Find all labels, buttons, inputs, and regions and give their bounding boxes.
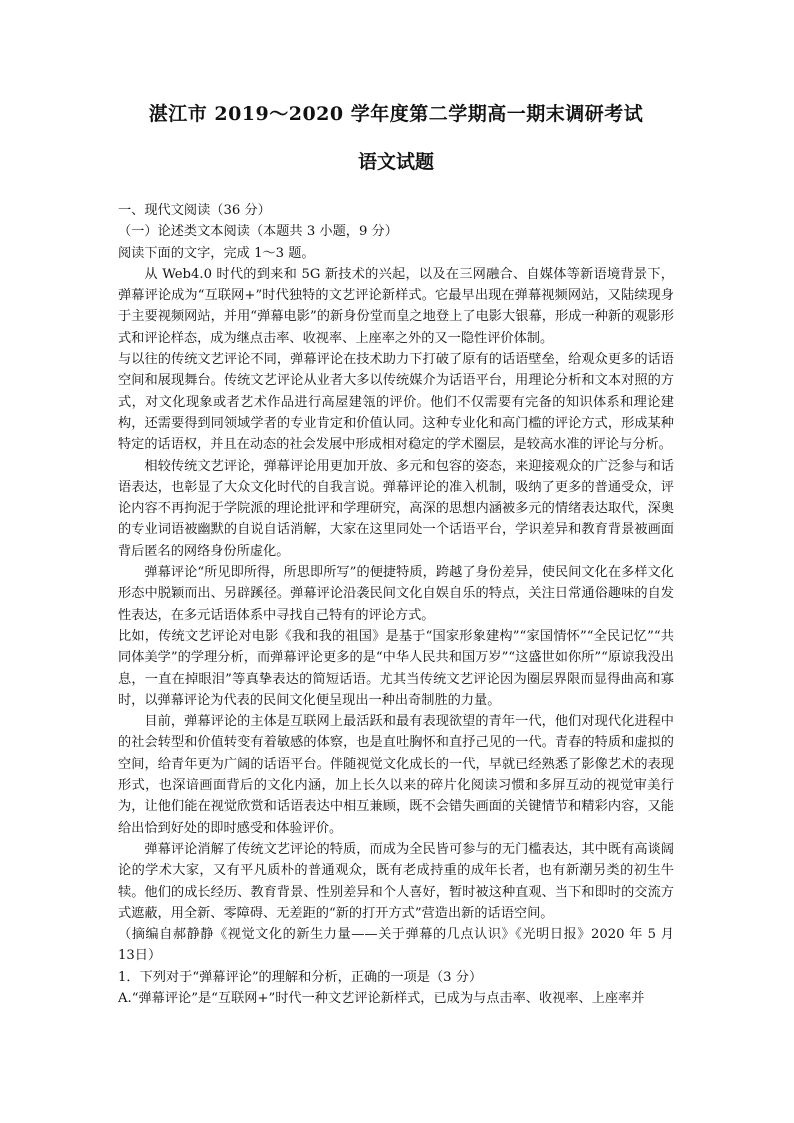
exam-title: 湛江市 2019～2020 学年度第二学期高一期末调研考试	[148, 103, 644, 125]
passage-paragraph-5: 比如，传统文艺评论对电影《我和我的祖国》是基于“国家形象建构”“家国情怀”“全民记忆”“共同体美学”的学理分析，而弹幕评论更多的是“中华人民共和国万岁”“这盛世如你所”“原谅我没出息，一直在掉眼泪”等真挚表达的简短话语。尤其当传统文艺评论因为圈层界限而显得曲高和寡时，以弹幕评论为代表的民间文化便呈现出一种出奇制胜的力量。	[118, 628, 674, 708]
subsection-heading: （一）论述类文本阅读（本题共 3 小题，9 分）	[118, 224, 398, 240]
passage-paragraph-3: 相较传统文艺评论，弹幕评论用更加开放、多元和包容的姿态，来迎接观众的广泛参与和话语表达，也彰显了大众文化时代的自我言说。弹幕评论的准入机制，吸纳了更多的普通受众，评论内容不再拘泥于学院派的理论批评和学理研究，高深的思想内涵被多元的情绪表达取代，深奥的专业词语被幽默的自说自话消解，大家在这里同处一个话语平台，学识差异和教育背景被画面背后匿名的网络身份所虚化。	[118, 458, 674, 559]
question-1-stem: 1．下列对于“弹幕评论”的理解和分析，正确的一项是（3 分）	[118, 969, 483, 985]
passage-paragraph-2: 与以往的传统文艺评论不同，弹幕评论在技术助力下打破了原有的话语壁垒，给观众更多的话语空间和展现舞台。传统文艺评论从业者大多以传统媒介为话语平台，用理论分析和文本对照的方式，对文化现象或者艺术作品进行高屋建瓴的评价。他们不仅需要有完备的知识体系和理论建构，还需要得到同领域学者的专业肯定和价值认同。这种专业化和高门槛的评论方式，形成某种特定的话语权，并且在动态的社会发展中形成相对稳定的学术圈层，是较高水准的评论与分析。	[118, 352, 674, 453]
passage-paragraph-1: 从 Web4.0 时代的到来和 5G 新技术的兴起，以及在三网融合、自媒体等新语境背景下，弹幕评论成为“互联网+”时代独特的文艺评论新样式。它最早出现在弹幕视频网站，又陆续现身于主要视频网站，并用“弹幕电影”的新身份堂而皇之地登上了电影大银幕，形成一种新的观影形式和评论样态，成为继点击率、收视率、上座率之外的又一隐性评价体制。	[118, 266, 674, 346]
passage-paragraph-7: 弹幕评论消解了传统文艺评论的特质，而成为全民皆可参与的无门槛表达，其中既有高谈阔论的学术大家，又有平凡质朴的普通观众，既有老成持重的成年长者，也有新潮另类的初生牛犊。他们的成长经历、教育背景、性别差异和个人喜好，暂时被这种直观、当下和即时的交流方式遮蔽，用全新、零障碍、无差距的“新的打开方式”营造出新的话语空间。	[118, 841, 674, 921]
passage-paragraph-4: 弹幕评论“所见即所得，所思即所写”的便捷特质，跨越了身份差异，使民间文化在多样文化形态中脱颖而出、另辟蹊径。弹幕评论沿袭民间文化自娱自乐的特点，关注日常通俗趣味的自发性表达，在多元话语体系中寻找自己特有的评论方式。	[118, 565, 674, 623]
passage-paragraph-6: 目前，弹幕评论的主体是互联网上最活跃和最有表现欲望的青年一代，他们对现代化进程中的社会转型和价值转变有着敏感的体察，也是直吐胸怀和直抒己见的一代。青春的特质和虚拟的空间，给青年更为广阔的话语平台。伴随视觉文化成长的一代，早就已经熟悉了影像艺术的表现形式，也深谙画面背后的文化内涵，加上长久以来的碎片化阅读习惯和多屏互动的视觉审美行为，让他们能在视觉欣赏和话语表达中相互兼顾，既不会错失画面的关键情节和精彩内容，又能给出恰到好处的即时感受和体验评价。	[118, 714, 674, 836]
exam-subtitle: 语文试题	[357, 151, 434, 173]
exam-body	[118, 200, 674, 1009]
exam-page	[118, 100, 674, 1009]
passage-citation: （摘编自郝静静《视觉文化的新生力量——关于弹幕的几点认识》《光明日报》2020 年 5 月 13日）	[118, 927, 674, 964]
section-heading: 一、现代文阅读（36 分）	[118, 203, 271, 218]
question-1-option-a: A.“弹幕评论”是“互联网+”时代一种文艺评论新样式，已成为与点击率、收视率、上座率并	[118, 990, 645, 1006]
reading-instruction: 阅读下面的文字，完成 1～3 题。	[118, 245, 315, 261]
